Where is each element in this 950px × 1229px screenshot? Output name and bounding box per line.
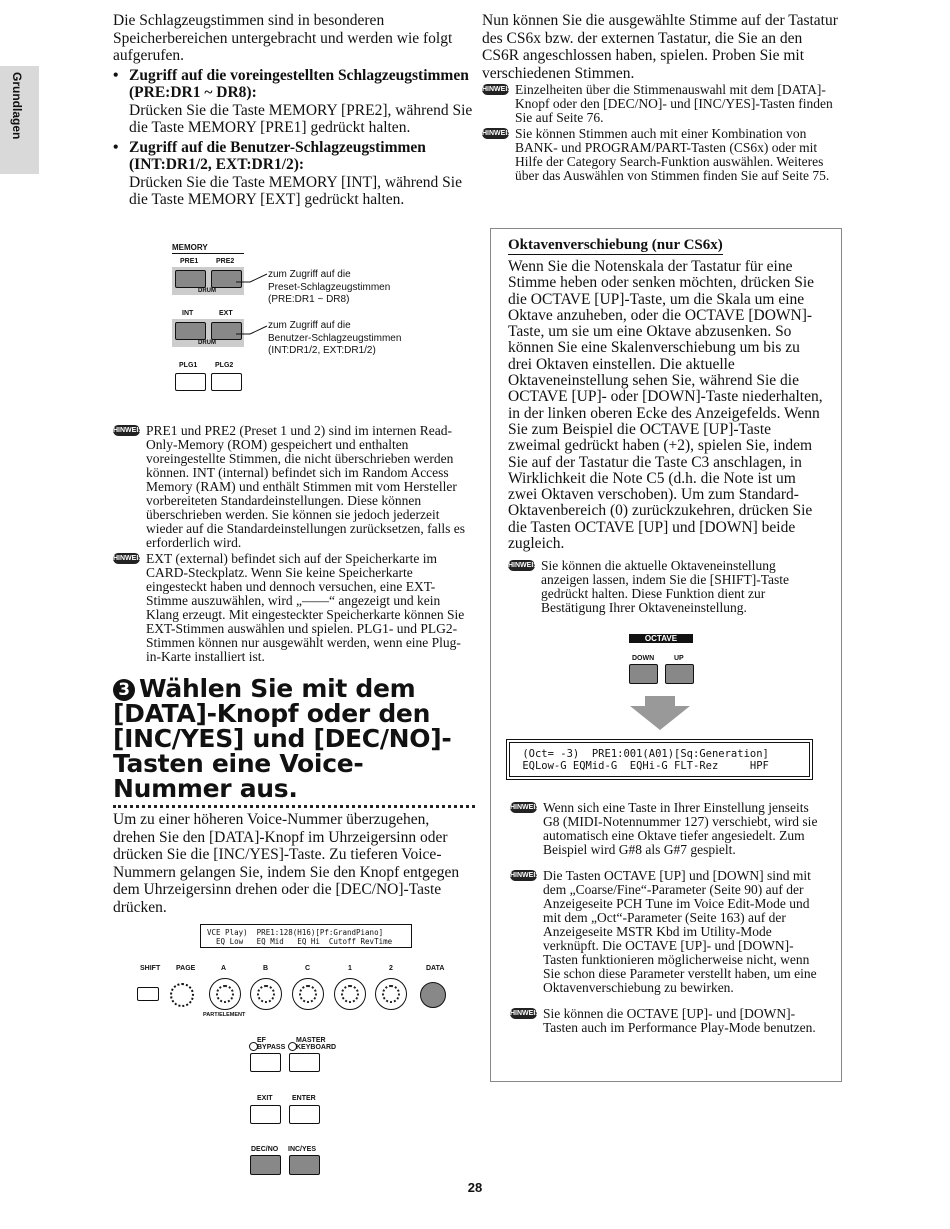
hint-icon: HINWEIS	[508, 562, 538, 570]
dec-no-label: DEC/NO	[251, 1146, 279, 1153]
enter-button[interactable]	[289, 1105, 320, 1124]
knob-a[interactable]	[209, 978, 241, 1010]
left-column	[113, 12, 473, 209]
pre2-label: PRE2	[216, 258, 235, 265]
bullet-preset-text: Drücken Sie die Taste MEMORY [PRE2], während Sie die Taste MEMORY [PRE1] gedrückt halten.	[129, 101, 473, 136]
lcd-octave-line-2: EQLow-G EQMid-G EQHi-G FLT-Rez HPF	[516, 760, 769, 772]
ef-bypass-label: EF BYPASS	[257, 1037, 286, 1051]
inc-yes-button[interactable]	[289, 1155, 320, 1175]
step-text: Um zu einer höheren Voice-Nummer überzugehen, drehen Sie den [DATA]-Knopf im Uhrzeigersinn oder drücken Sie die [INC/YES]-Taste. Zu tieferen Voice-Nummern gelangen Sie, indem Sie den Knopf entgegen dem Uhrzeigersinn drehen oder die [DEC/NO]-Taste drücken.	[113, 811, 460, 916]
bullet-preset	[113, 67, 473, 137]
hint-coarse-fine-text: Die Tasten OCTAVE [UP] und [DOWN] sind mit dem „Coarse/Fine“-Parameter (Seite 90) auf der Anzeigeseite PCH Tune im Voice Edit-Mode und mit dem „Oct“-Parameter (Seite 163) auf der Anzeigeseite MSTR Kbd im Utility-Mode verknüpft. Die OCTAVE [UP]- und [DOWN]-Tasten funktionieren möglicherweise nicht, wenn Sie schon diese Parameter verstellt haben, um eine Oktavenverschiebung zu bewirken.	[543, 868, 817, 995]
octave-hints	[510, 797, 828, 1035]
step-heading	[113, 676, 475, 801]
section-tab-label: Grundlagen	[10, 72, 24, 140]
octave-box-content	[508, 236, 826, 615]
part-element-label: PART/ELEMENT	[203, 1012, 246, 1018]
memory-title: MEMORY	[172, 243, 208, 252]
right-intro: Nun können Sie die ausgewählte Stimme auf der Tastatur des CS6x bzw. der externen Tastatur, die Sie an den CS6R angeschlossen haben, spielen. Proben Sie mit verschiedenen Stimmen.	[482, 12, 838, 82]
callout-preset: zum Zugriff auf die Preset-Schlagzeugstimmen (PRE:DR1 ~ DR8)	[268, 269, 391, 305]
bullet-preset-title: • Zugriff auf die voreingestellten Schlagzeugstimmen (PRE:DR1 ~ DR8):	[113, 67, 473, 102]
left-intro: Die Schlagzeugstimmen sind in besonderen Speicherbereichen untergebracht und werden wie folgt aufgerufen.	[113, 12, 453, 64]
octave-up-label: UP	[674, 655, 684, 662]
lcd-octave-line-1: (Oct= -3) PRE1:001(A01)[Sq:Generation]	[516, 748, 769, 760]
bullet-user	[113, 139, 473, 209]
hint-performance	[510, 1007, 828, 1035]
page-knob[interactable]	[170, 983, 194, 1007]
enter-label: ENTER	[292, 1095, 316, 1102]
hint-pre-int	[113, 424, 473, 550]
ext-label: EXT	[219, 310, 233, 317]
shift-button[interactable]	[137, 987, 159, 1001]
plg2-button[interactable]	[211, 373, 242, 391]
hint-g8	[510, 801, 828, 857]
callout-lines	[232, 268, 272, 338]
right-column	[482, 12, 842, 183]
drum-label-1: DRUM	[198, 288, 216, 294]
plg2-label: PLG2	[215, 362, 234, 369]
master-keyboard-button[interactable]	[289, 1053, 320, 1072]
octave-box-title: Oktavenverschiebung (nur CS6x)	[508, 237, 723, 253]
hint-icon: HINWEIS	[510, 872, 540, 879]
shift-label: SHIFT	[140, 965, 161, 972]
hint-icon: HINWEIS	[482, 86, 512, 93]
hint-g8-text: Wenn sich eine Taste in Ihrer Einstellung jenseits G8 (MIDI-Notennummer 127) verschiebt, wird sie automatisch eine Oktave tiefer angesiedelt. Zum Beispiel wird G#8 als G#7 gespielt.	[543, 800, 818, 857]
step-3	[113, 676, 475, 916]
lcd-line-2: EQ Low EQ Mid EQ Hi Cutoff RevTime	[207, 937, 393, 946]
knob-1-label: 1	[348, 965, 352, 972]
hint-icon: HINWEIS	[113, 427, 143, 434]
plg1-label: PLG1	[179, 362, 198, 369]
hint-voice-selection-text: Einzelheiten über die Stimmenauswahl mit dem [DATA]-Knopf oder den [DEC/NO]- und [INC/YES]-Tasten finden Sie auf Seite 76.	[515, 82, 833, 125]
lcd-voice-play	[200, 924, 412, 948]
knob-2[interactable]	[375, 978, 407, 1010]
hint-bank-program-text: Sie können Stimmen auch mit einer Kombination von BANK- und PROGRAM/PART-Tasten (CS6x) oder mit Hilfe der Category Search-Funktion auswählen. Weiteres über das Auswählen von Stimmen finden Sie auf Seite 75.	[515, 126, 830, 183]
plg1-button[interactable]	[175, 373, 206, 391]
knob-c-label: C	[305, 965, 311, 972]
int-label: INT	[182, 310, 194, 317]
data-dial[interactable]	[420, 982, 446, 1008]
hint-ext-text: EXT (external) befindet sich auf der Speicherkarte im CARD-Steckplatz. Wenn Sie keine Speicherkarte eingesteckt haben und dennoch versuchen, eine EXT-Stimme auszuwählen, wird „——“ angezeigt und kein Klang erzeugt. Mit eingesteckter Speicherkarte können Sie EXT-Stimmen auswählen und spielen. PLG1- und PLG2-Stimmen können nur ausgewählt werden, wenn eine Plug-in-Karte installiert ist.	[146, 551, 465, 664]
data-label: DATA	[426, 965, 445, 972]
hint-icon: HINWEIS	[510, 804, 540, 811]
step-number-badge: 3	[113, 679, 135, 701]
control-panel	[135, 962, 455, 1162]
lcd-line-1: VCE Play) PRE1:128(H16)[Pf:GrandPiano]	[207, 928, 384, 937]
dec-no-button[interactable]	[250, 1155, 281, 1175]
master-keyboard-label: MASTER KEYBOARD	[296, 1037, 337, 1051]
memory-diagram	[172, 243, 422, 403]
hint-bank-program	[482, 127, 842, 183]
hint-ext	[113, 552, 473, 664]
int-button[interactable]	[175, 322, 206, 340]
left-hints	[113, 420, 473, 664]
drum-label-2: DRUM	[198, 340, 216, 346]
ef-bypass-button[interactable]	[250, 1053, 281, 1072]
hint-pre-int-text: PRE1 und PRE2 (Preset 1 und 2) sind im internen Read-Only-Memory (ROM) gespeichert und enthalten voreingestellte Stimmen, die nicht überschrieben werden können. INT (internal) befindet sich im Random Access Memory (RAM) und enthält Stimmen mit vom Hersteller vorbereiteten Standardeinstellungen. Diese können überschrieben werden. Sie können sie jedoch jederzeit wieder auf die Standardeinstellungen zurücksetzen, falls es erforderlich wird.	[146, 423, 466, 550]
lcd-octave	[509, 742, 810, 777]
bullet-user-title: • Zugriff auf die Benutzer-Schlagzeugstimmen (INT:DR1/2, EXT:DR1/2):	[113, 139, 473, 174]
inc-yes-label: INC/YES	[288, 1146, 317, 1153]
octave-box-text: Wenn Sie die Notenskala der Tastatur für eine Stimme heben oder senken möchten, drücken Sie die OCTAVE [UP]-Taste, um die Skala um eine Oktave anzuheben, oder die OCTAVE [DOWN]-Taste, um sie um eine Oktave abzusenken. So können Sie eine Skalenverschiebung um bis zu drei Oktaven einstellen. Die aktuelle Oktaveneinstellung sehen Sie, während Sie die OCTAVE [UP]- oder [DOWN]-Taste niederhalten, in der linken oberen Ecke des Anzeigefelds. Wenn Sie zum Beispiel die OCTAVE [UP]-Taste zweimal gedrückt haben (+2), spielen Sie, indem Sie auf der Tastatur die Taste C3 anschlagen, in Wirklichkeit die Note C5 (d.h. die Note ist um zwei Oktaven verschoben). Um zum Standard-Oktavenbereich (0) zurückzukehren, drücken Sie die Tasten OCTAVE [UP] und [DOWN] beide zugleich.	[508, 258, 823, 553]
heading-dotted-rule	[113, 805, 475, 808]
pre1-label: PRE1	[180, 258, 199, 265]
knob-1[interactable]	[334, 978, 366, 1010]
pre1-button[interactable]	[175, 270, 206, 288]
octave-down-label: DOWN	[632, 655, 655, 662]
hint-coarse-fine	[510, 869, 828, 995]
octave-up-button[interactable]	[665, 664, 694, 684]
memory-rule	[172, 253, 244, 254]
hint-icon: HINWEIS	[482, 130, 512, 137]
page-label: PAGE	[176, 965, 196, 972]
callout-user: zum Zugriff auf die Benutzer-Schlagzeugstimmen (INT:DR1/2, EXT:DR1/2)	[268, 320, 402, 356]
knob-a-label: A	[221, 965, 227, 972]
step-heading-text: Wählen Sie mit dem [DATA]-Knopf oder den [INC/YES] und [DEC/NO]-Tasten eine Voice-Nummer aus.	[113, 674, 452, 803]
knob-c[interactable]	[292, 978, 324, 1010]
exit-button[interactable]	[250, 1105, 281, 1124]
octave-down-button[interactable]	[629, 664, 658, 684]
hint-icon: HINWEIS	[510, 1010, 540, 1017]
knob-2-label: 2	[389, 965, 393, 972]
knob-b-label: B	[263, 965, 269, 972]
hint-icon: HINWEIS	[113, 555, 143, 562]
exit-label: EXIT	[257, 1095, 273, 1102]
hint-voice-selection	[482, 83, 842, 125]
knob-b[interactable]	[250, 978, 282, 1010]
hint-shift-display-text: Sie können die aktuelle Oktaveneinstellung anzeigen lassen, indem Sie die [SHIFT]-Taste gedrückt halten. Diese Funktion dient zur Bestätigung Ihrer Oktaveneinstellung.	[541, 558, 789, 616]
down-arrow-icon	[628, 696, 692, 730]
page-number: 28	[467, 1180, 483, 1195]
bullet-user-text: Drücken Sie die Taste MEMORY [INT], während Sie die Taste MEMORY [EXT] gedrückt halten.	[129, 173, 462, 208]
hint-shift-display	[508, 559, 826, 615]
hint-performance-text: Sie können die OCTAVE [UP]- und [DOWN]-Tasten auch im Performance Play-Mode benutzen.	[543, 1006, 816, 1035]
octave-label: OCTAVE	[629, 634, 693, 643]
section-tab	[0, 66, 39, 174]
